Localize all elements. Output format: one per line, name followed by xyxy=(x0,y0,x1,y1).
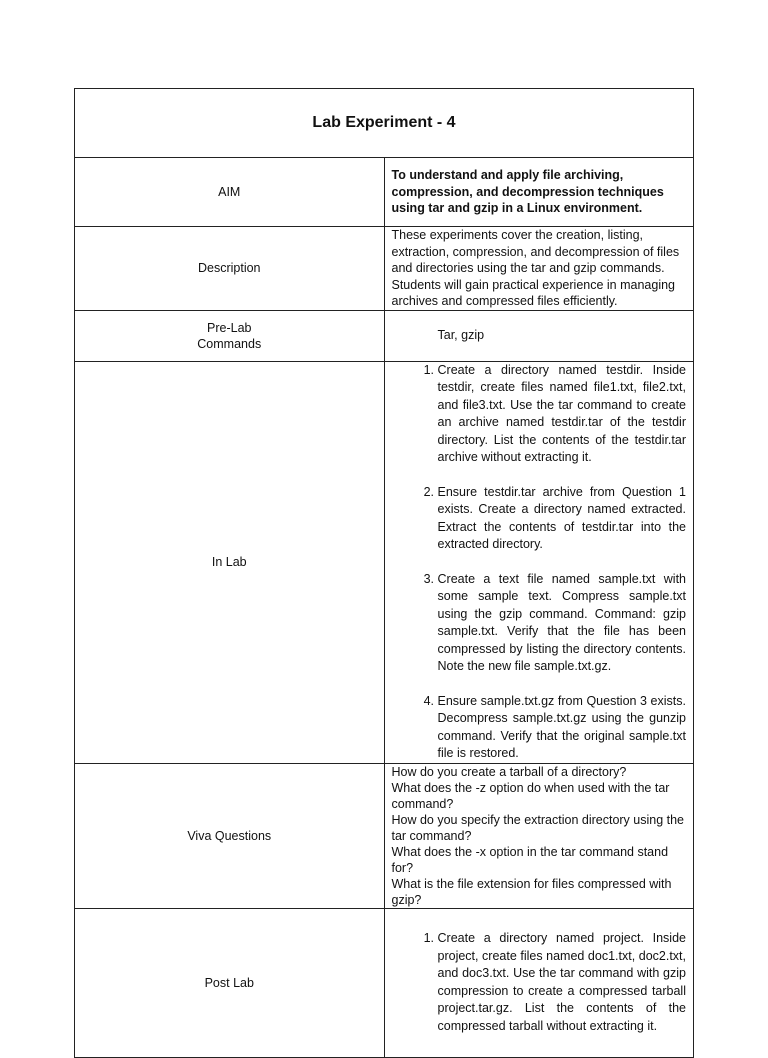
document-title: Lab Experiment - 4 xyxy=(75,89,694,158)
viva-row xyxy=(75,763,694,908)
viva-question: What does the -x option in the tar command stand for? xyxy=(391,844,669,875)
viva-question: How do you specify the extraction directory using the tar command? xyxy=(391,812,685,843)
postlab-task: 1. Create a directory named project. Inside project, create files named doc1.txt, doc2.txt, and doc3.txt. Use the tar command with gzip compression to create a compressed tarball project.tar.gz. List the contents of the compressed tarball without extracting it. xyxy=(438,930,687,1035)
viva-question: How do you create a tarball of a directory? xyxy=(391,764,627,779)
viva-content xyxy=(384,763,694,908)
prelab-commands: Tar, gzip xyxy=(437,328,485,343)
viva-question: What is the file extension for files compressed with gzip? xyxy=(391,876,672,907)
aim-text: To understand and apply file archiving, compression, and decompression techniques using tar and gzip in a Linux environment. xyxy=(391,168,664,216)
inlab-task: 2. Ensure testdir.tar archive from Question 1 exists. Create a directory named extracted. Extract the contents of testdir.tar into the extracted directory. xyxy=(438,484,687,554)
aim-label: AIM xyxy=(75,158,385,227)
postlab-task-list xyxy=(392,930,687,1035)
aim-content xyxy=(384,158,694,227)
inlab-task: 1. Create a directory named testdir. Inside testdir, create files named file1.txt, file2.txt, and file3.txt. Use the tar command to create an archive named testdir.tar of the testdir directory. List the contents of the testdir.tar archive without extracting it. xyxy=(438,362,687,467)
inlab-task: 4. Ensure sample.txt.gz from Question 3 exists. Decompress sample.txt.gz using the gunzip command. Verify that the original sample.txt file is restored. xyxy=(438,693,687,763)
aim-row xyxy=(75,158,694,227)
description-text: These experiments cover the creation, listing, extraction, compression, and decompression of files and directories using the tar and gzip commands. Students will gain practical experience in managing archives and compressed files efficiently. xyxy=(391,228,680,308)
description-row xyxy=(75,227,694,311)
postlab-content xyxy=(384,908,694,1057)
inlab-task: 3. Create a text file named sample.txt with some sample text. Compress sample.txt using the gzip command. Command: gzip sample.txt. Verify that the file has been compressed by listing the directory contents. Note the new file sample.txt.gz. xyxy=(438,571,687,676)
prelab-content xyxy=(384,310,694,361)
postlab-row xyxy=(75,908,694,1057)
prelab-label xyxy=(75,310,385,361)
lab-experiment-table xyxy=(74,88,694,1058)
postlab-label: Post Lab xyxy=(75,908,385,1057)
viva-label: Viva Questions xyxy=(75,763,385,908)
description-content xyxy=(384,227,694,311)
prelab-label-text: Pre-Lab Commands xyxy=(197,320,262,351)
inlab-row xyxy=(75,361,694,763)
viva-question: What does the -z option do when used with the tar command? xyxy=(391,780,670,811)
description-label: Description xyxy=(75,227,385,311)
inlab-content xyxy=(384,361,694,763)
inlab-task-list xyxy=(392,362,687,763)
prelab-row xyxy=(75,310,694,361)
inlab-label: In Lab xyxy=(75,361,385,763)
